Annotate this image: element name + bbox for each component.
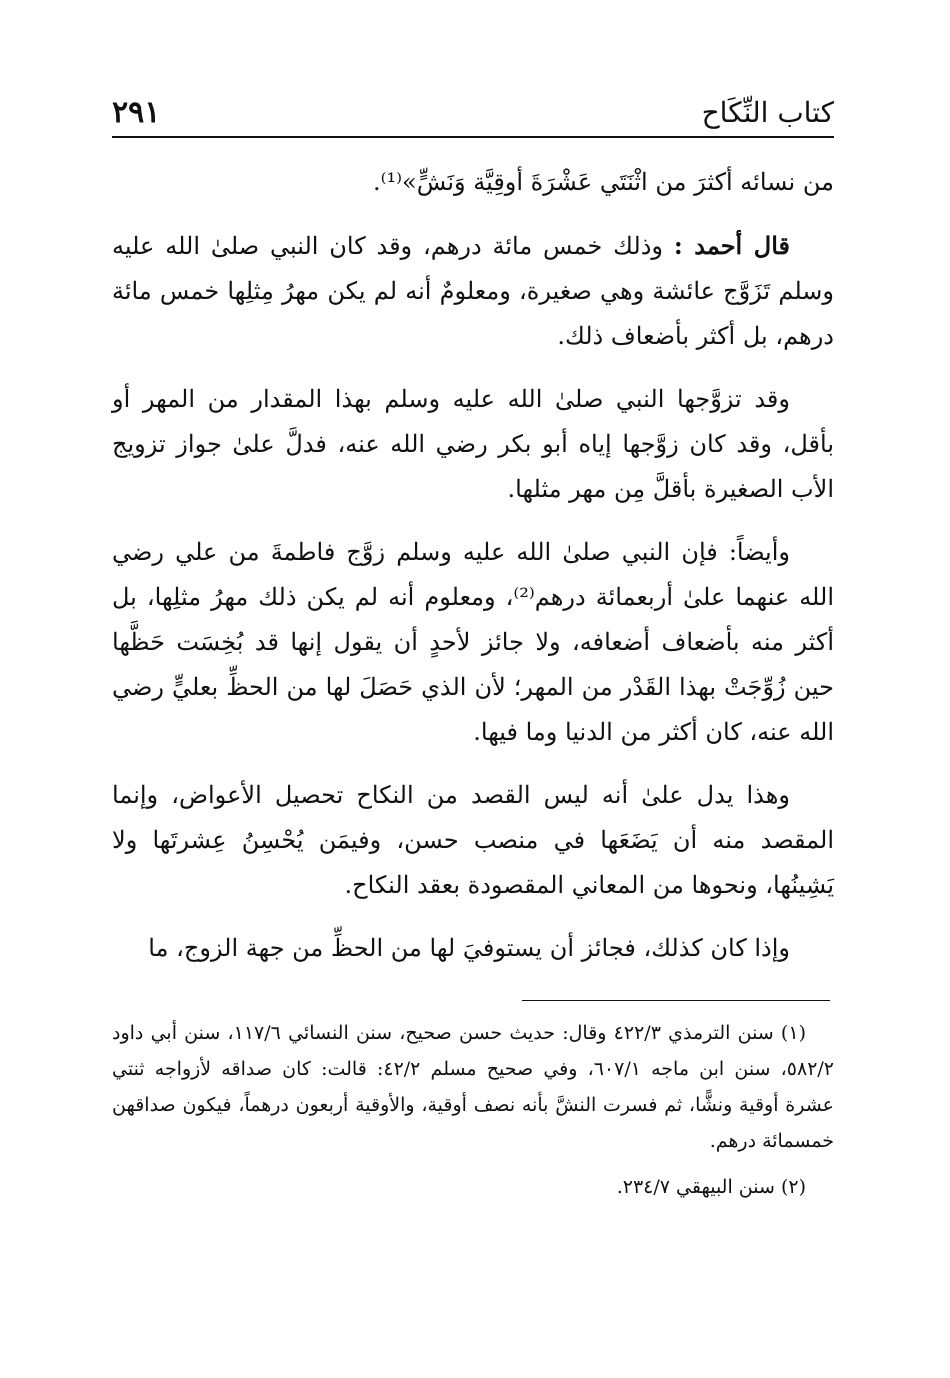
speaker-label: قال أحمد : [673,231,790,260]
footnote-separator [522,1000,830,1001]
paragraph-1: من نسائه أكثرَ من اثْنَتَي عَشْرَةَ أوقِيَّة وَنَشٍّ»⁽¹⁾. [372,168,834,196]
paragraph-4: وأيضاً: فإن النبي صلىٰ الله عليه وسلم زوَّج فاطمةَ من علي رضي الله عنهما علىٰ أربعمائة درهم⁽²⁾، ومعلوم أنه لم يكن ذلك مهرُ مثلِها، بل أكثر منه بأضعاف أضعافه، ولا جائز لأحدٍ أن يقول إنها قد بُخِسَت حَظَّها حين زُوِّجَتْ بهذا القَدْر من المهر؛ لأن الذي حَصَلَ لها من الحظِّ بعليٍّ رضي الله عنه، كان أكثر من الدنيا وما فيها. [112,538,834,746]
paragraph-6: وإذا كان كذلك، فجائز أن يستوفيَ لها من الحظِّ من جهة الزوج، ما [148,934,790,962]
page-number: ٢٩١ [112,94,161,130]
footnote-1: (١) سنن الترمذي ٤٢٢/٣ وقال: حديث حسن صحيح، سنن النسائي ١١٧/٦، سنن أبي داود ٥٨٢/٢، سنن ابن ماجه ٦٠٧/١، وفي صحيح مسلم ٤٢/٢: قالت: كان صداقه لأزواجه ثنتي عشرة أوقية ونشًّا، ثم فسرت النشَّ بأنه نصف أوقية، والأوقية أربعون درهماً، فيكون صداقهن خمسمائة درهم. [112,1022,835,1152]
running-title: كتاب النِّكَاح [701,95,834,129]
main-text [112,160,834,989]
footnotes [112,1015,834,1215]
page-header [112,88,834,138]
paragraph-2 [112,223,834,359]
paragraph-2-text: وذلك خمس مائة درهم، وقد كان النبي صلىٰ الله عليه وسلم تَزَوَّج عائشة وهي صغيرة، ومعلومٌ أنه لم يكن مهرُ مِثلِها خمس مائة درهم، بل أكثر بأضعاف ذلك. [112,232,834,350]
footnote-2: (٢) سنن البيهقي ٢٣٤/٧. [616,1176,806,1198]
paragraph-3: وقد تزوَّجها النبي صلىٰ الله عليه وسلم بهذا المقدار من المهر أو بأقل، وقد كان زوَّجها إياه أبو بكر رضي الله عنه، فدلَّ علىٰ جواز تزويج الأب الصغيرة بأقلَّ مِن مهر مثلها. [112,385,834,503]
paragraph-5: وهذا يدل علىٰ أنه ليس القصد من النكاح تحصيل الأعواض، وإنما المقصد منه أن يَضَعَها في منصب حسن، وفيمَن يُحْسِنُ عِشرتَها ولا يَشِينُها، ونحوها من المعاني المقصودة بعقد النكاح. [112,781,834,899]
